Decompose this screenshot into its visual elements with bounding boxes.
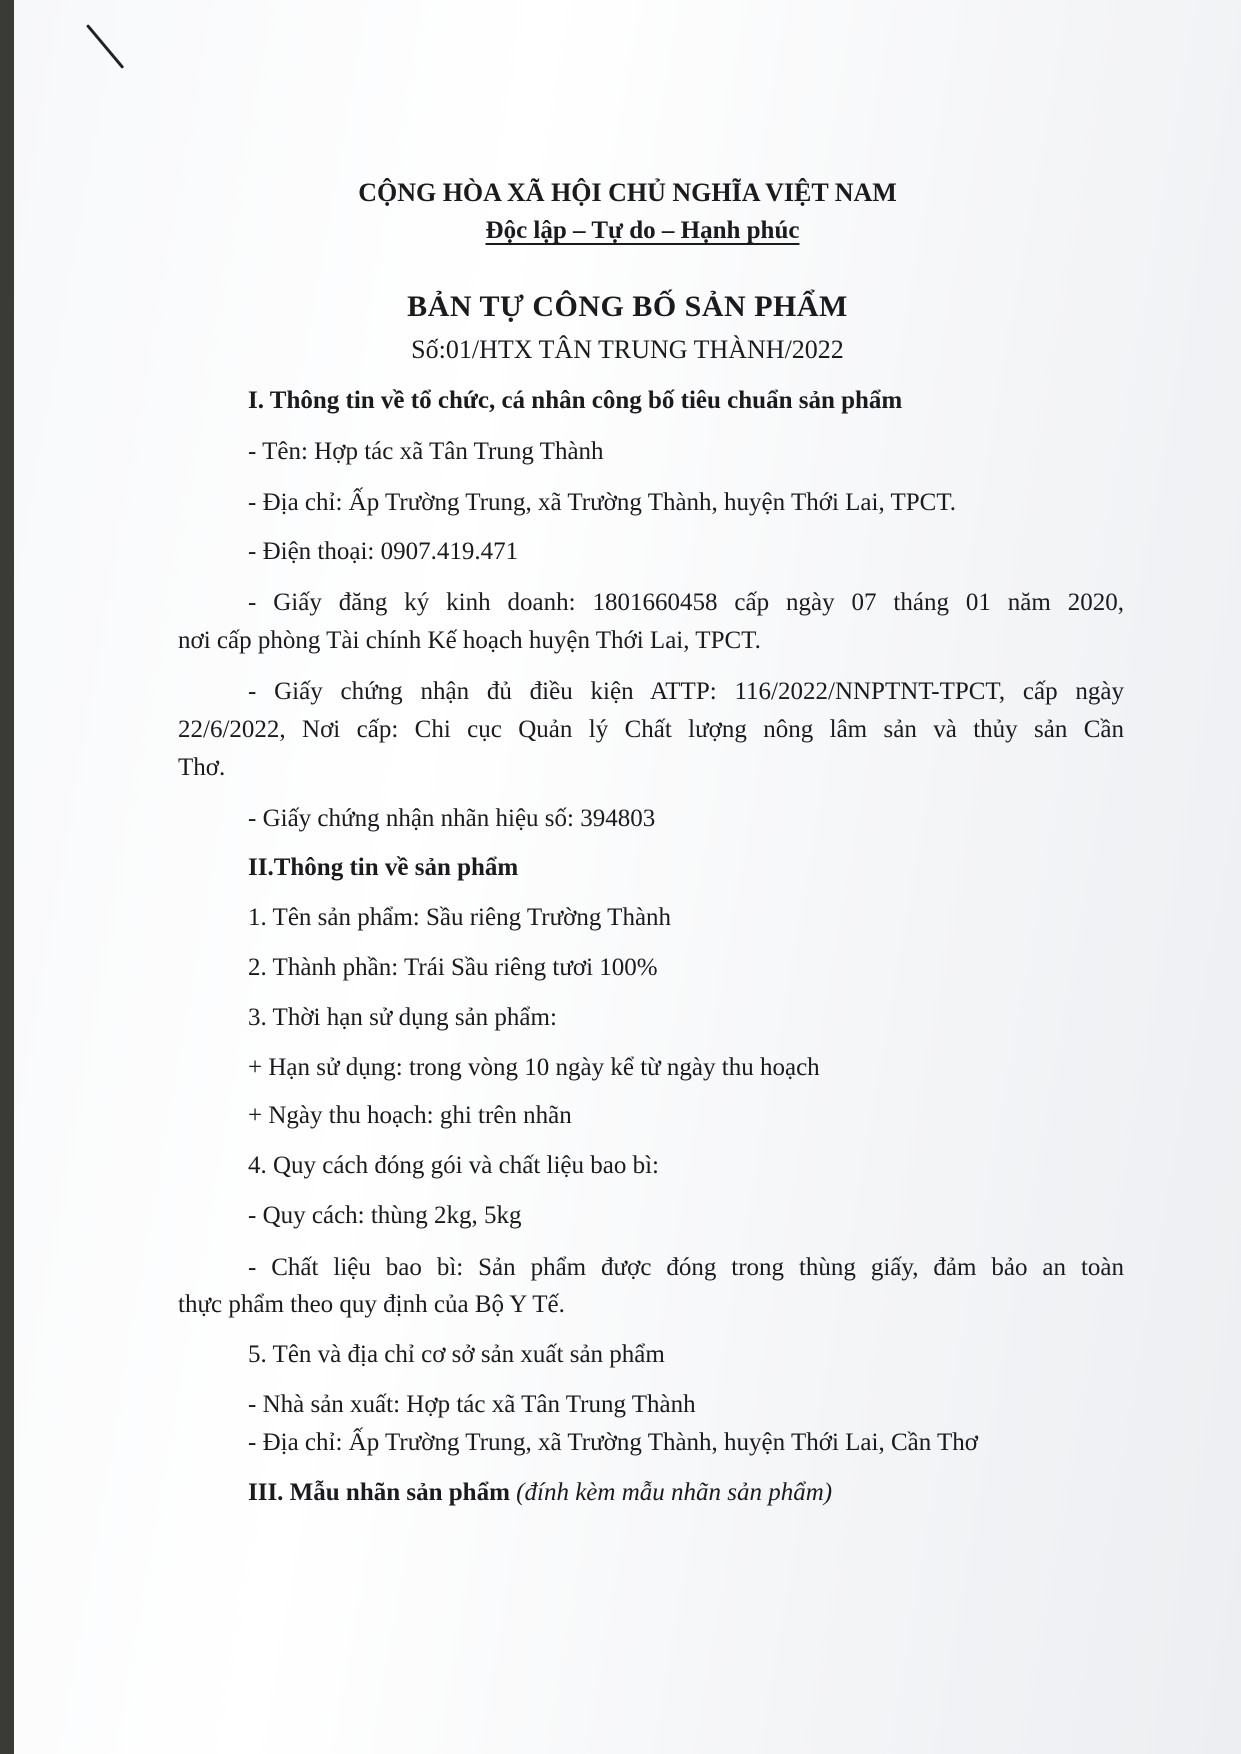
- packaging-heading: 4. Quy cách đóng gói và chất liệu bao bì:: [248, 1152, 659, 1179]
- section1-heading: I. Thông tin về tổ chức, cá nhân công bố tiêu chuẩn sản phẩm: [248, 387, 903, 414]
- document-title: BẢN TỰ CÔNG BỐ SẢN PHẨM: [407, 290, 848, 323]
- org-name: - Tên: Hợp tác xã Tân Trung Thành: [248, 438, 604, 465]
- org-address: - Địa chỉ: Ấp Trường Trung, xã Trường Thành, huyện Thới Lai, TPCT.: [248, 489, 957, 516]
- nation-heading: CỘNG HÒA XÃ HỘI CHỦ NGHĨA VIỆT NAM: [358, 178, 897, 207]
- food-safety-cert-cont: 22/6/2022, Nơi cấp: Chi cục Quản lý Chất lượng nông lâm sản và thủy sản Cần: [178, 716, 1124, 743]
- document-number: Số:01/HTX TÂN TRUNG THÀNH/2022: [411, 335, 844, 364]
- shelf-life-heading: 3. Thời hạn sử dụng sản phẩm:: [248, 1004, 557, 1031]
- business-registration-cont: nơi cấp phòng Tài chính Kế hoạch huyện Thới Lai, TPCT.: [178, 627, 761, 654]
- pen-mark: [86, 24, 124, 69]
- product-name: 1. Tên sản phẩm: Sầu riêng Trường Thành: [248, 904, 672, 931]
- packaging-material-cont: thực phẩm theo quy định của Bộ Y Tế.: [178, 1291, 565, 1318]
- motto: Độc lập – Tự do – Hạnh phúc: [485, 217, 800, 244]
- section3-line: [248, 1478, 832, 1508]
- packaging-material: - Chất liệu bao bì: Sản phẩm được đóng trong thùng giấy, đảm bảo an toàn: [248, 1254, 1124, 1281]
- org-phone: - Điện thoại: 0907.419.471: [248, 538, 519, 565]
- section3-heading: III. Mẫu nhãn sản phẩm: [248, 1479, 510, 1506]
- business-registration: - Giấy đăng ký kinh doanh: 1801660458 cấp ngày 07 tháng 01 năm 2020,: [248, 589, 1124, 616]
- trademark-cert: - Giấy chứng nhận nhãn hiệu số: 394803: [248, 805, 656, 832]
- document-page: [14, 0, 1241, 1754]
- food-safety-cert-end: Thơ.: [178, 754, 226, 781]
- packaging-spec: - Quy cách: thùng 2kg, 5kg: [248, 1202, 522, 1229]
- producer-name: - Nhà sản xuất: Hợp tác xã Tân Trung Thành: [248, 1391, 696, 1418]
- product-ingredients: 2. Thành phần: Trái Sầu riêng tươi 100%: [248, 954, 658, 981]
- producer-heading: 5. Tên và địa chỉ cơ sở sản xuất sản phẩm: [248, 1341, 665, 1368]
- producer-address: - Địa chỉ: Ấp Trường Trung, xã Trường Thành, huyện Thới Lai, Cần Thơ: [248, 1429, 979, 1456]
- expiry-date: + Hạn sử dụng: trong vòng 10 ngày kể từ ngày thu hoạch: [248, 1054, 820, 1081]
- section2-heading: II.Thông tin về sản phẩm: [248, 854, 519, 881]
- harvest-date: + Ngày thu hoạch: ghi trên nhãn: [248, 1102, 572, 1129]
- food-safety-cert: - Giấy chứng nhận đủ điều kiện ATTP: 116/2022/NNPTNT-TPCT, cấp ngày: [248, 678, 1124, 705]
- section3-note: (đính kèm mẫu nhãn sản phẩm): [516, 1479, 833, 1506]
